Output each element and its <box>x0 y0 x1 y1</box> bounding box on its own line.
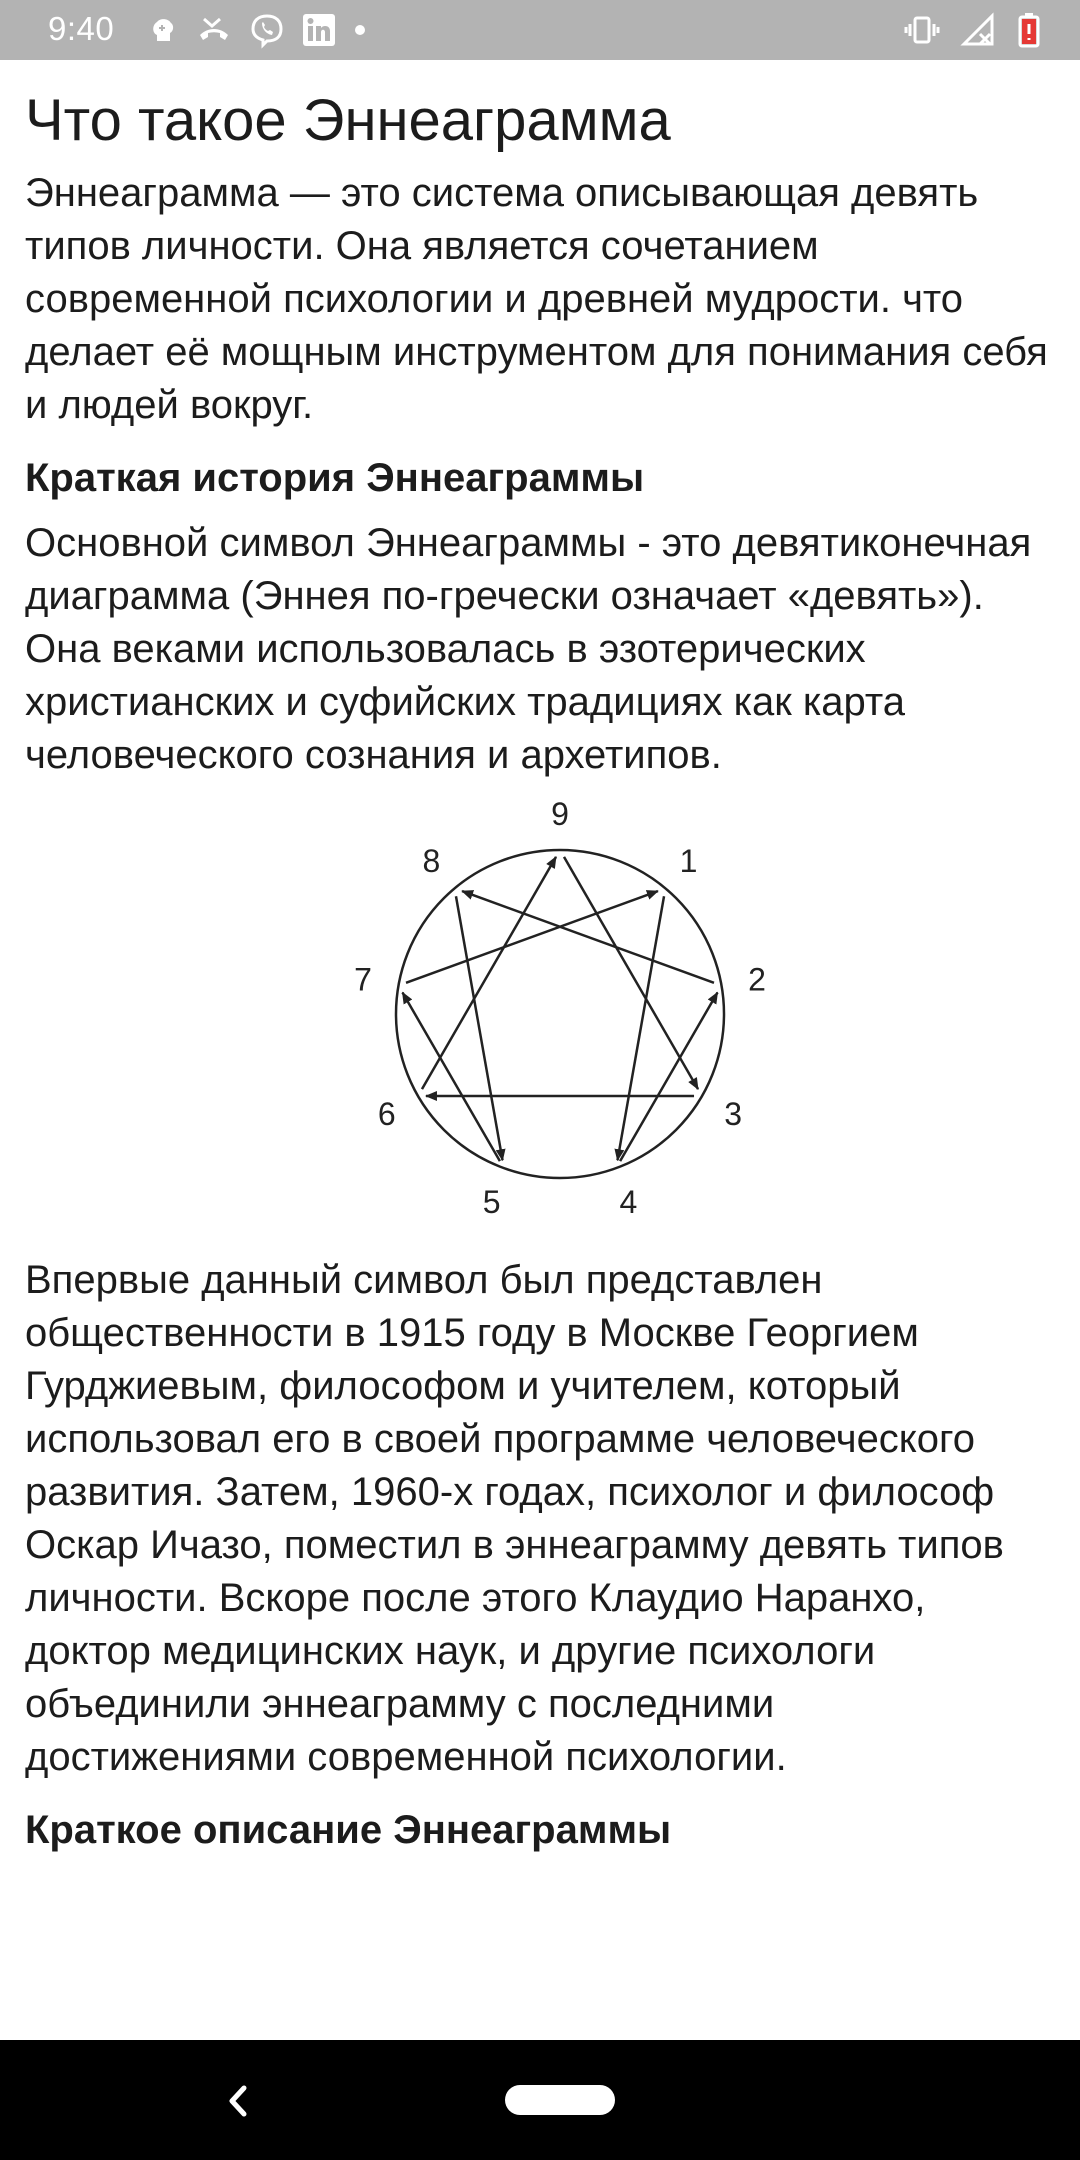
enneagram-label-8: 8 <box>422 842 441 879</box>
system-icons <box>904 12 1040 48</box>
status-bar <box>0 0 1080 60</box>
enneagram-label-6: 6 <box>377 1095 396 1132</box>
enneagram-diagram <box>320 795 766 1242</box>
description-heading: Краткое описание Эннеаграммы <box>25 1807 672 1852</box>
enneagram-label-4: 4 <box>619 1183 638 1220</box>
enneagram-line-2-8 <box>462 891 714 983</box>
vibrate-icon <box>904 15 940 45</box>
missed-call-icon <box>196 15 232 45</box>
enneagram-label-2: 2 <box>748 960 766 997</box>
battery-low-icon <box>1018 12 1040 48</box>
signal-icon <box>962 14 996 46</box>
dot-icon <box>354 24 366 36</box>
enneagram-label-7: 7 <box>354 960 372 997</box>
notification-icons <box>148 12 366 48</box>
history-heading: Краткая история Эннеаграммы <box>25 455 645 500</box>
enneagram-line-8-5 <box>456 896 503 1160</box>
enneagram-label-3: 3 <box>724 1095 743 1132</box>
linkedin-icon <box>302 13 336 47</box>
chevron-left-icon <box>218 2076 258 2126</box>
page-title: Что такое Эннеаграмма <box>25 88 671 153</box>
enneagram-line-7-1 <box>406 891 658 983</box>
enneagram-label-9: 9 <box>551 795 569 832</box>
history-paragraph: Основной символ Эннеаграммы - это девятиконечная диаграмма (Эннея по-гречески означает «девять»). Она веками использовалась в эзотерических христианских и суфийских традициях как карта человеческого сознания и архетипов. <box>25 520 1032 777</box>
enneagram-line-1-4 <box>617 896 664 1160</box>
enneagram-label-1: 1 <box>679 842 698 879</box>
viber-icon <box>250 13 284 47</box>
brain-app-icon <box>148 15 178 45</box>
enneagram-line-9-3 <box>564 857 698 1089</box>
enneagram-figure <box>25 795 1055 1242</box>
enneagram-lines <box>402 857 717 1161</box>
enneagram-line-6-9 <box>422 857 556 1089</box>
back-button[interactable] <box>218 2076 258 2126</box>
home-button[interactable] <box>505 2085 615 2115</box>
article-content <box>25 60 1055 1857</box>
intro-paragraph: Эннеаграмма — это система описывающая девять типов личности. Она является сочетанием современной психологии и древней мудрости. что делает её мощным инструментом для понимания себя и людей вокруг. <box>25 170 1048 427</box>
enneagram-circle <box>396 850 724 1178</box>
navigation-bar <box>0 2040 1080 2160</box>
enneagram-labels <box>354 796 766 1220</box>
status-time: 9:40 <box>48 10 115 47</box>
history-paragraph-2: Впервые данный символ был представлен общественности в 1915 году в Москве Георгием Гурджиевым, философом и учителем, который использовал его в своей программе человеческого развития. Затем, 1960-х годах, психолог и философ Оскар Ичазо, поместил в эннеаграмму девять типов личности. Вскоре после этого Клаудио Наранхо, доктор медицинских наук, и другие психологи объединили эннеаграмму с последними достижениями современной психологии. <box>25 1257 1004 1779</box>
enneagram-label-5: 5 <box>482 1183 501 1220</box>
